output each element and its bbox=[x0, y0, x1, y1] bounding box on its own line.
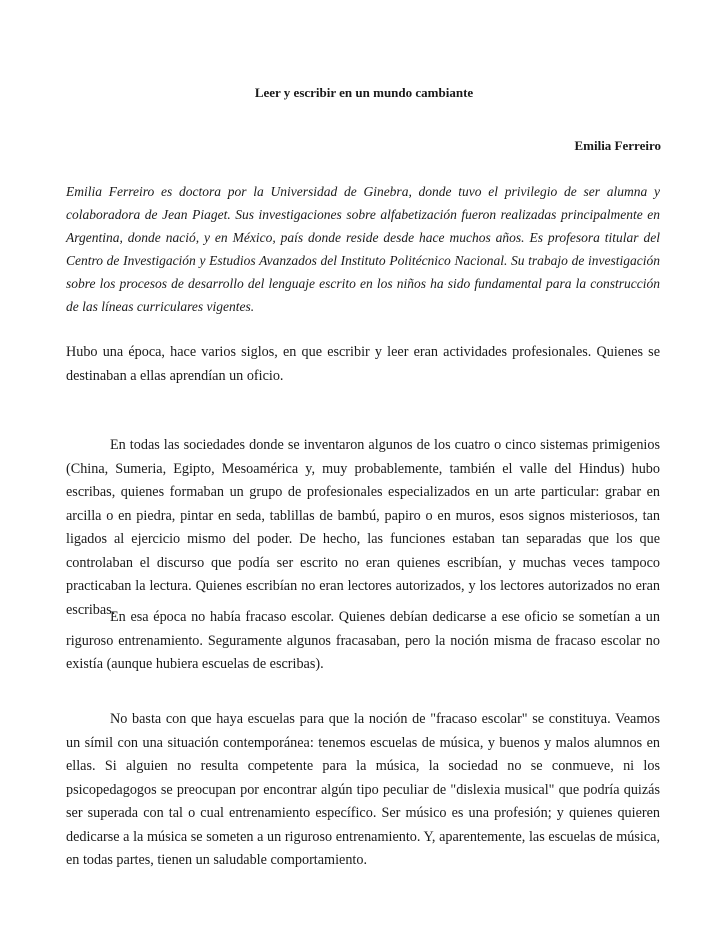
body-paragraph: Hubo una época, hace varios siglos, en que escribir y leer eran actividades profesionales. Quienes se destinaban a ellas aprendían un oficio. bbox=[66, 344, 660, 384]
body-paragraph: En todas las sociedades donde se inventaron algunos de los cuatro o cinco sistemas primigenios (China, Sumeria, Egipto, Mesoamérica y, muy probablemente, también el valle del Hindus) hubo escribas, quienes formaban un grupo de profesionales especializados en un arte particular: grabar en arcilla o en piedra, pintar en seda, tablillas de bambú, papiro o en muros, esos signos misteriosos, tan ligados al ejercicio mismo del poder. De hecho, las funciones estaban tan separadas que los que controlaban el discurso que podía ser escrito no eran quienes escribían, y muchas veces tampoco practicaban la lectura. Quienes escribían no eran lectores autorizados, y los lectores autorizados no eran escribas. bbox=[66, 437, 660, 618]
document-title: Leer y escribir en un mundo cambiante bbox=[254, 85, 474, 100]
body-paragraph: No basta con que haya escuelas para que la noción de "fracaso escolar" se constituya. Veamos un símil con una situación contemporánea: tenemos escuelas de música, y buenos y malos alumnos en ellas. Si alguien no resulta competente para la música, la sociedad no se conmueve, ni los psicopedagogos se preocupan por encontrar algún tipo peculiar de "dislexia musical" que podría quizás ser superada con tal o cual entrenamiento específico. Ser músico es una profesión; y quienes quieren dedicarse a la música se someten a un riguroso entrenamiento. Y, aparentemente, las escuelas de música, en todas partes, tienen un saludable comportamiento. bbox=[66, 711, 660, 868]
body-paragraph: En esa época no había fracaso escolar. Quienes debían dedicarse a ese oficio se sometían a un riguroso entrenamiento. Seguramente algunos fracasaban, pero la noción misma de fracaso escolar no existía (aunque hubiera escuelas de escribas). bbox=[66, 609, 660, 672]
author-abstract: Emilia Ferreiro es doctora por la Universidad de Ginebra, donde tuvo el privilegio de ser alumna y colaboradora de Jean Piaget. Sus investigaciones sobre alfabetización fueron realizadas principalmente en Argentina, donde nació, y en México, país donde reside desde hace muchos años. Es profesora titular del Centro de Investigación y Estudios Avanzados del Instituto Politécnico Nacional. Su trabajo de investigación sobre los procesos de desarrollo del lenguaje escrito en los niños ha sido fundamental para la construcción de las líneas curriculares vigentes. bbox=[66, 184, 660, 314]
author-name: Emilia Ferreiro bbox=[574, 138, 661, 153]
